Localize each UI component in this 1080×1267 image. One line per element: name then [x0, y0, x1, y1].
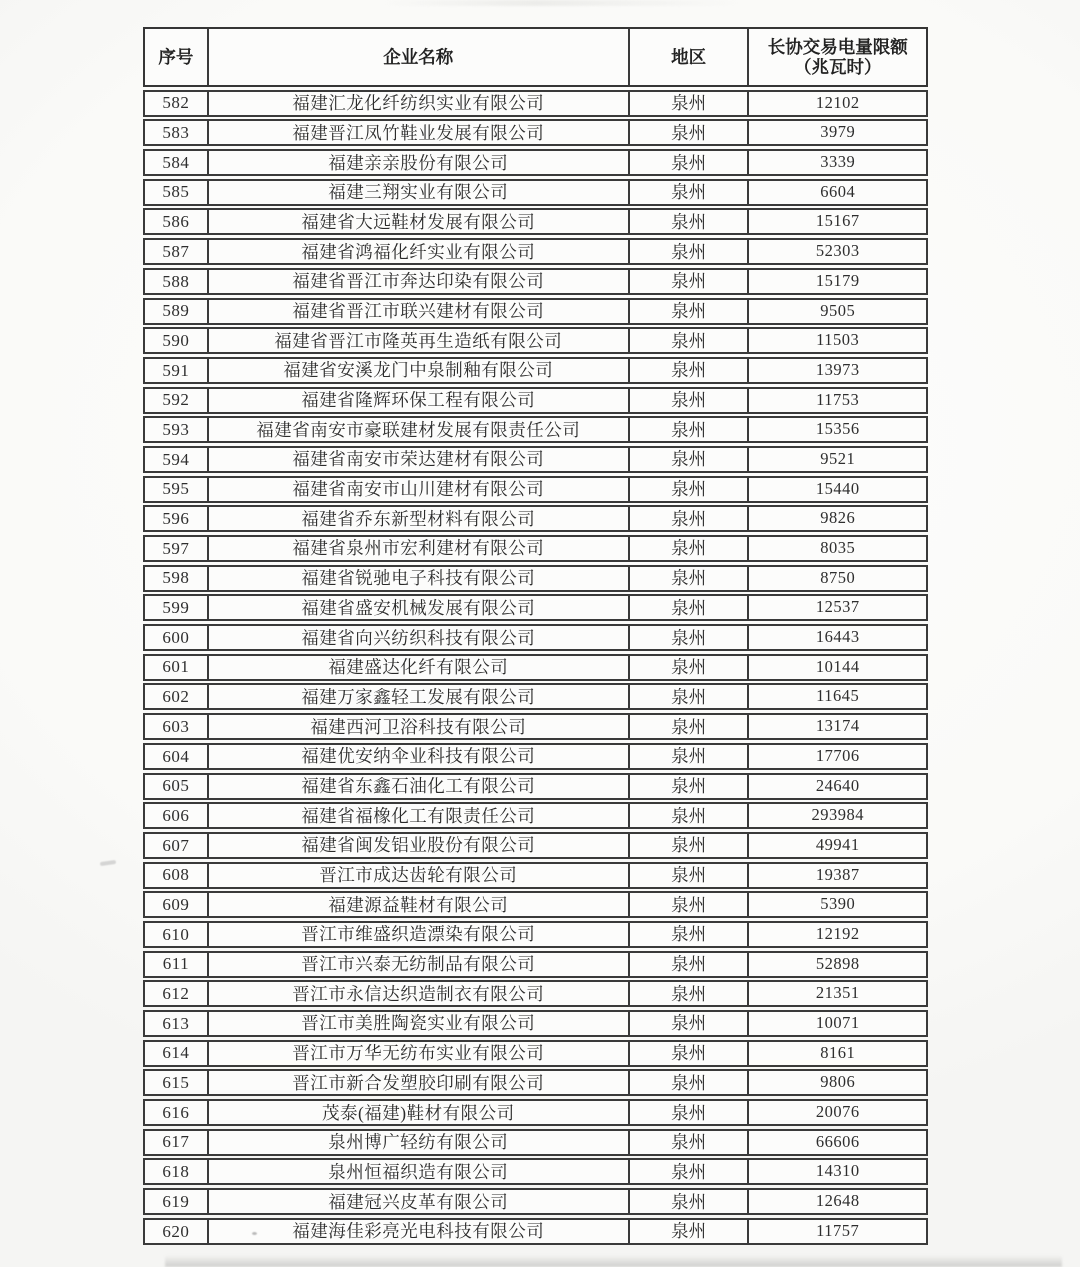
company-quota-table — [143, 27, 928, 1245]
serial-cell: 594 — [162, 449, 190, 469]
region-cell: 泉州 — [628, 685, 748, 708]
company-name-cell: 泉州恒福织造有限公司 — [207, 1160, 628, 1183]
serial-cell: 611 — [162, 954, 190, 974]
quota-cell: 3979 — [747, 121, 926, 144]
company-name-cell: 福建优安纳伞业科技有限公司 — [207, 745, 628, 768]
table-row — [143, 743, 928, 770]
region-cell: 泉州 — [628, 1042, 748, 1065]
serial-cell: 597 — [162, 538, 190, 558]
table-row — [143, 90, 928, 117]
region-cell: 泉州 — [628, 804, 748, 827]
company-name-cell: 福建省晋江市奔达印染有限公司 — [207, 270, 628, 293]
scan-artifact-bottom-shadow — [165, 1255, 1062, 1267]
serial-cell: 593 — [162, 419, 190, 439]
company-name-cell: 晋江市万华无纺布实业有限公司 — [207, 1042, 628, 1065]
serial-cell: 620 — [162, 1221, 190, 1241]
scan-artifact-top — [380, 0, 900, 6]
company-name-cell: 泉州博广轻纺有限公司 — [207, 1131, 628, 1154]
serial-cell: 610 — [162, 924, 190, 944]
quota-cell: 3339 — [747, 151, 926, 174]
table-row — [143, 862, 928, 889]
table-row — [143, 773, 928, 800]
quota-cell: 21351 — [747, 982, 926, 1005]
company-name-cell: 福建省泉州市宏利建材有限公司 — [207, 537, 628, 560]
serial-cell: 603 — [162, 716, 190, 736]
header-serial: 序号 — [158, 46, 194, 67]
table-body — [143, 90, 928, 1245]
table-row — [143, 179, 928, 206]
quota-cell: 10071 — [747, 1012, 926, 1035]
quota-cell: 13973 — [747, 359, 926, 382]
serial-cell: 584 — [162, 152, 190, 172]
serial-cell: 591 — [162, 360, 190, 380]
table-row — [143, 891, 928, 918]
company-name-cell: 福建亲亲股份有限公司 — [207, 151, 628, 174]
table-row — [143, 951, 928, 978]
quota-cell: 293984 — [747, 804, 926, 827]
region-cell: 泉州 — [628, 121, 748, 144]
table-row — [143, 535, 928, 562]
company-name-cell: 福建省晋江市隆英再生造纸有限公司 — [207, 329, 628, 352]
table-row — [143, 446, 928, 473]
table-row — [143, 268, 928, 295]
region-cell: 泉州 — [628, 1071, 748, 1094]
company-name-cell: 福建源益鞋材有限公司 — [207, 893, 628, 916]
quota-cell: 11645 — [747, 685, 926, 708]
serial-cell: 602 — [162, 687, 190, 707]
quota-cell: 9806 — [747, 1071, 926, 1094]
quota-cell: 24640 — [747, 775, 926, 798]
quota-cell: 8750 — [747, 567, 926, 590]
company-name-cell: 福建省隆辉环保工程有限公司 — [207, 389, 628, 412]
serial-cell: 619 — [162, 1191, 190, 1211]
serial-cell: 588 — [162, 271, 190, 291]
quota-cell: 15167 — [747, 210, 926, 233]
scan-artifact-dash — [100, 860, 116, 866]
quota-cell: 15179 — [747, 270, 926, 293]
table-row — [143, 683, 928, 710]
serial-cell: 590 — [162, 330, 190, 350]
table-row — [143, 1040, 928, 1067]
quota-cell: 9505 — [747, 300, 926, 323]
region-cell: 泉州 — [628, 745, 748, 768]
table-row — [143, 624, 928, 651]
company-name-cell: 福建省乔东新型材料有限公司 — [207, 507, 628, 530]
serial-cell: 604 — [162, 746, 190, 766]
company-name-cell: 福建省向兴纺织科技有限公司 — [207, 626, 628, 649]
serial-cell: 585 — [162, 182, 190, 202]
serial-cell: 595 — [162, 479, 190, 499]
table-row — [143, 327, 928, 354]
serial-cell: 608 — [162, 865, 190, 885]
region-cell: 泉州 — [628, 389, 748, 412]
region-cell: 泉州 — [628, 92, 748, 115]
company-name-cell: 福建省南安市豪联建材发展有限责任公司 — [207, 418, 628, 441]
quota-cell: 13174 — [747, 715, 926, 738]
table-row — [143, 476, 928, 503]
region-cell: 泉州 — [628, 270, 748, 293]
table-row — [143, 1188, 928, 1215]
region-cell: 泉州 — [628, 418, 748, 441]
table-row — [143, 832, 928, 859]
company-name-cell: 晋江市永信达织造制衣有限公司 — [207, 982, 628, 1005]
serial-cell: 609 — [162, 894, 190, 914]
quota-cell: 49941 — [747, 834, 926, 857]
table-row — [143, 1010, 928, 1037]
company-name-cell: 福建晋江凤竹鞋业发展有限公司 — [207, 121, 628, 144]
region-cell: 泉州 — [628, 240, 748, 263]
table-row — [143, 713, 928, 740]
table-row — [143, 149, 928, 176]
quota-cell: 52303 — [747, 240, 926, 263]
quota-cell: 16443 — [747, 626, 926, 649]
region-cell: 泉州 — [628, 1101, 748, 1124]
company-name-cell: 福建盛达化纤有限公司 — [207, 656, 628, 679]
header-company-name: 企业名称 — [207, 29, 628, 85]
header-quota — [747, 29, 926, 85]
table-row — [143, 505, 928, 532]
quota-cell: 12537 — [747, 596, 926, 619]
company-name-cell: 福建省安溪龙门中泉制釉有限公司 — [207, 359, 628, 382]
table-row — [143, 594, 928, 621]
table-row — [143, 1218, 928, 1245]
serial-cell: 600 — [162, 627, 190, 647]
region-cell: 泉州 — [628, 537, 748, 560]
serial-cell: 599 — [162, 598, 190, 618]
company-name-cell: 福建省南安市山川建材有限公司 — [207, 478, 628, 501]
quota-cell: 9826 — [747, 507, 926, 530]
quota-cell: 17706 — [747, 745, 926, 768]
quota-cell: 10144 — [747, 656, 926, 679]
quota-cell: 8035 — [747, 537, 926, 560]
quota-cell: 11753 — [747, 389, 926, 412]
company-name-cell: 福建万家鑫轻工发展有限公司 — [207, 685, 628, 708]
region-cell: 泉州 — [628, 1131, 748, 1154]
region-cell: 泉州 — [628, 1160, 748, 1183]
serial-cell: 614 — [162, 1043, 190, 1063]
header-quota-line1: 长协交易电量限额 — [767, 36, 908, 57]
table-row — [143, 416, 928, 443]
quota-cell: 12192 — [747, 923, 926, 946]
serial-cell: 601 — [162, 657, 190, 677]
serial-cell: 617 — [162, 1132, 190, 1152]
quota-cell: 5390 — [747, 893, 926, 916]
quota-cell: 11503 — [747, 329, 926, 352]
company-name-cell: 福建三翔实业有限公司 — [207, 181, 628, 204]
table-row — [143, 980, 928, 1007]
table-row — [143, 1129, 928, 1156]
serial-cell: 586 — [162, 212, 190, 232]
company-name-cell: 福建省锐驰电子科技有限公司 — [207, 567, 628, 590]
company-name-cell: 福建省闽发铝业股份有限公司 — [207, 834, 628, 857]
company-name-cell: 福建海佳彩亮光电科技有限公司 — [207, 1220, 628, 1243]
region-cell: 泉州 — [628, 596, 748, 619]
table-row — [143, 654, 928, 681]
region-cell: 泉州 — [628, 1190, 748, 1213]
serial-cell: 598 — [162, 568, 190, 588]
table-row — [143, 387, 928, 414]
company-name-cell: 福建省盛安机械发展有限公司 — [207, 596, 628, 619]
table-row — [143, 1099, 928, 1126]
region-cell: 泉州 — [628, 359, 748, 382]
table-row — [143, 565, 928, 592]
region-cell: 泉州 — [628, 210, 748, 233]
serial-cell: 605 — [162, 776, 190, 796]
region-cell: 泉州 — [628, 775, 748, 798]
company-name-cell: 福建省晋江市联兴建材有限公司 — [207, 300, 628, 323]
table-row — [143, 298, 928, 325]
quota-cell: 8161 — [747, 1042, 926, 1065]
company-name-cell: 福建冠兴皮革有限公司 — [207, 1190, 628, 1213]
region-cell: 泉州 — [628, 982, 748, 1005]
serial-cell: 606 — [162, 805, 190, 825]
quota-cell: 12102 — [747, 92, 926, 115]
serial-cell: 596 — [162, 509, 190, 529]
company-name-cell: 晋江市成达齿轮有限公司 — [207, 864, 628, 887]
serial-cell: 587 — [162, 241, 190, 261]
serial-cell: 592 — [162, 390, 190, 410]
region-cell: 泉州 — [628, 864, 748, 887]
serial-cell: 618 — [162, 1162, 190, 1182]
scan-artifact-dot — [252, 1232, 257, 1235]
company-name-cell: 福建汇龙化纤纺织实业有限公司 — [207, 92, 628, 115]
quota-cell: 11757 — [747, 1220, 926, 1243]
region-cell: 泉州 — [628, 715, 748, 738]
region-cell: 泉州 — [628, 923, 748, 946]
serial-cell: 583 — [162, 123, 190, 143]
region-cell: 泉州 — [628, 656, 748, 679]
serial-cell: 582 — [162, 93, 190, 113]
quota-cell: 52898 — [747, 953, 926, 976]
company-name-cell: 福建省大远鞋材发展有限公司 — [207, 210, 628, 233]
region-cell: 泉州 — [628, 893, 748, 916]
quota-cell: 15356 — [747, 418, 926, 441]
serial-cell: 589 — [162, 301, 190, 321]
table-row — [143, 208, 928, 235]
region-cell: 泉州 — [628, 329, 748, 352]
region-cell: 泉州 — [628, 151, 748, 174]
company-name-cell: 晋江市美胜陶瓷实业有限公司 — [207, 1012, 628, 1035]
table-header-row — [143, 27, 928, 87]
region-cell: 泉州 — [628, 507, 748, 530]
serial-cell: 615 — [162, 1073, 190, 1093]
quota-cell: 19387 — [747, 864, 926, 887]
region-cell: 泉州 — [628, 1012, 748, 1035]
region-cell: 泉州 — [628, 567, 748, 590]
serial-cell: 613 — [162, 1013, 190, 1033]
region-cell: 泉州 — [628, 834, 748, 857]
serial-cell: 616 — [162, 1102, 190, 1122]
region-cell: 泉州 — [628, 478, 748, 501]
table-row — [143, 921, 928, 948]
quota-cell: 66606 — [747, 1131, 926, 1154]
quota-cell: 14310 — [747, 1160, 926, 1183]
company-name-cell: 晋江市维盛织造漂染有限公司 — [207, 923, 628, 946]
quota-cell: 20076 — [747, 1101, 926, 1124]
company-name-cell: 茂泰(福建)鞋材有限公司 — [207, 1101, 628, 1124]
table-row — [143, 238, 928, 265]
company-name-cell: 福建省东鑫石油化工有限公司 — [207, 775, 628, 798]
region-cell: 泉州 — [628, 448, 748, 471]
header-quota-line2: （兆瓦时） — [793, 57, 882, 77]
serial-cell: 612 — [162, 984, 190, 1004]
quota-cell: 6604 — [747, 181, 926, 204]
quota-cell: 9521 — [747, 448, 926, 471]
region-cell: 泉州 — [628, 181, 748, 204]
header-region: 地区 — [628, 29, 748, 85]
table-row — [143, 357, 928, 384]
region-cell: 泉州 — [628, 626, 748, 649]
company-name-cell: 福建省福橡化工有限责任公司 — [207, 804, 628, 827]
table-row — [143, 1158, 928, 1185]
table-row — [143, 802, 928, 829]
serial-cell: 607 — [162, 835, 190, 855]
company-name-cell: 福建省南安市荣达建材有限公司 — [207, 448, 628, 471]
table-row — [143, 119, 928, 146]
table-row — [143, 1069, 928, 1096]
region-cell: 泉州 — [628, 953, 748, 976]
quota-cell: 12648 — [747, 1190, 926, 1213]
region-cell: 泉州 — [628, 1220, 748, 1243]
company-name-cell: 福建西河卫浴科技有限公司 — [207, 715, 628, 738]
company-name-cell: 晋江市新合发塑胶印刷有限公司 — [207, 1071, 628, 1094]
company-name-cell: 晋江市兴泰无纺制品有限公司 — [207, 953, 628, 976]
region-cell: 泉州 — [628, 300, 748, 323]
company-name-cell: 福建省鸿福化纤实业有限公司 — [207, 240, 628, 263]
quota-cell: 15440 — [747, 478, 926, 501]
